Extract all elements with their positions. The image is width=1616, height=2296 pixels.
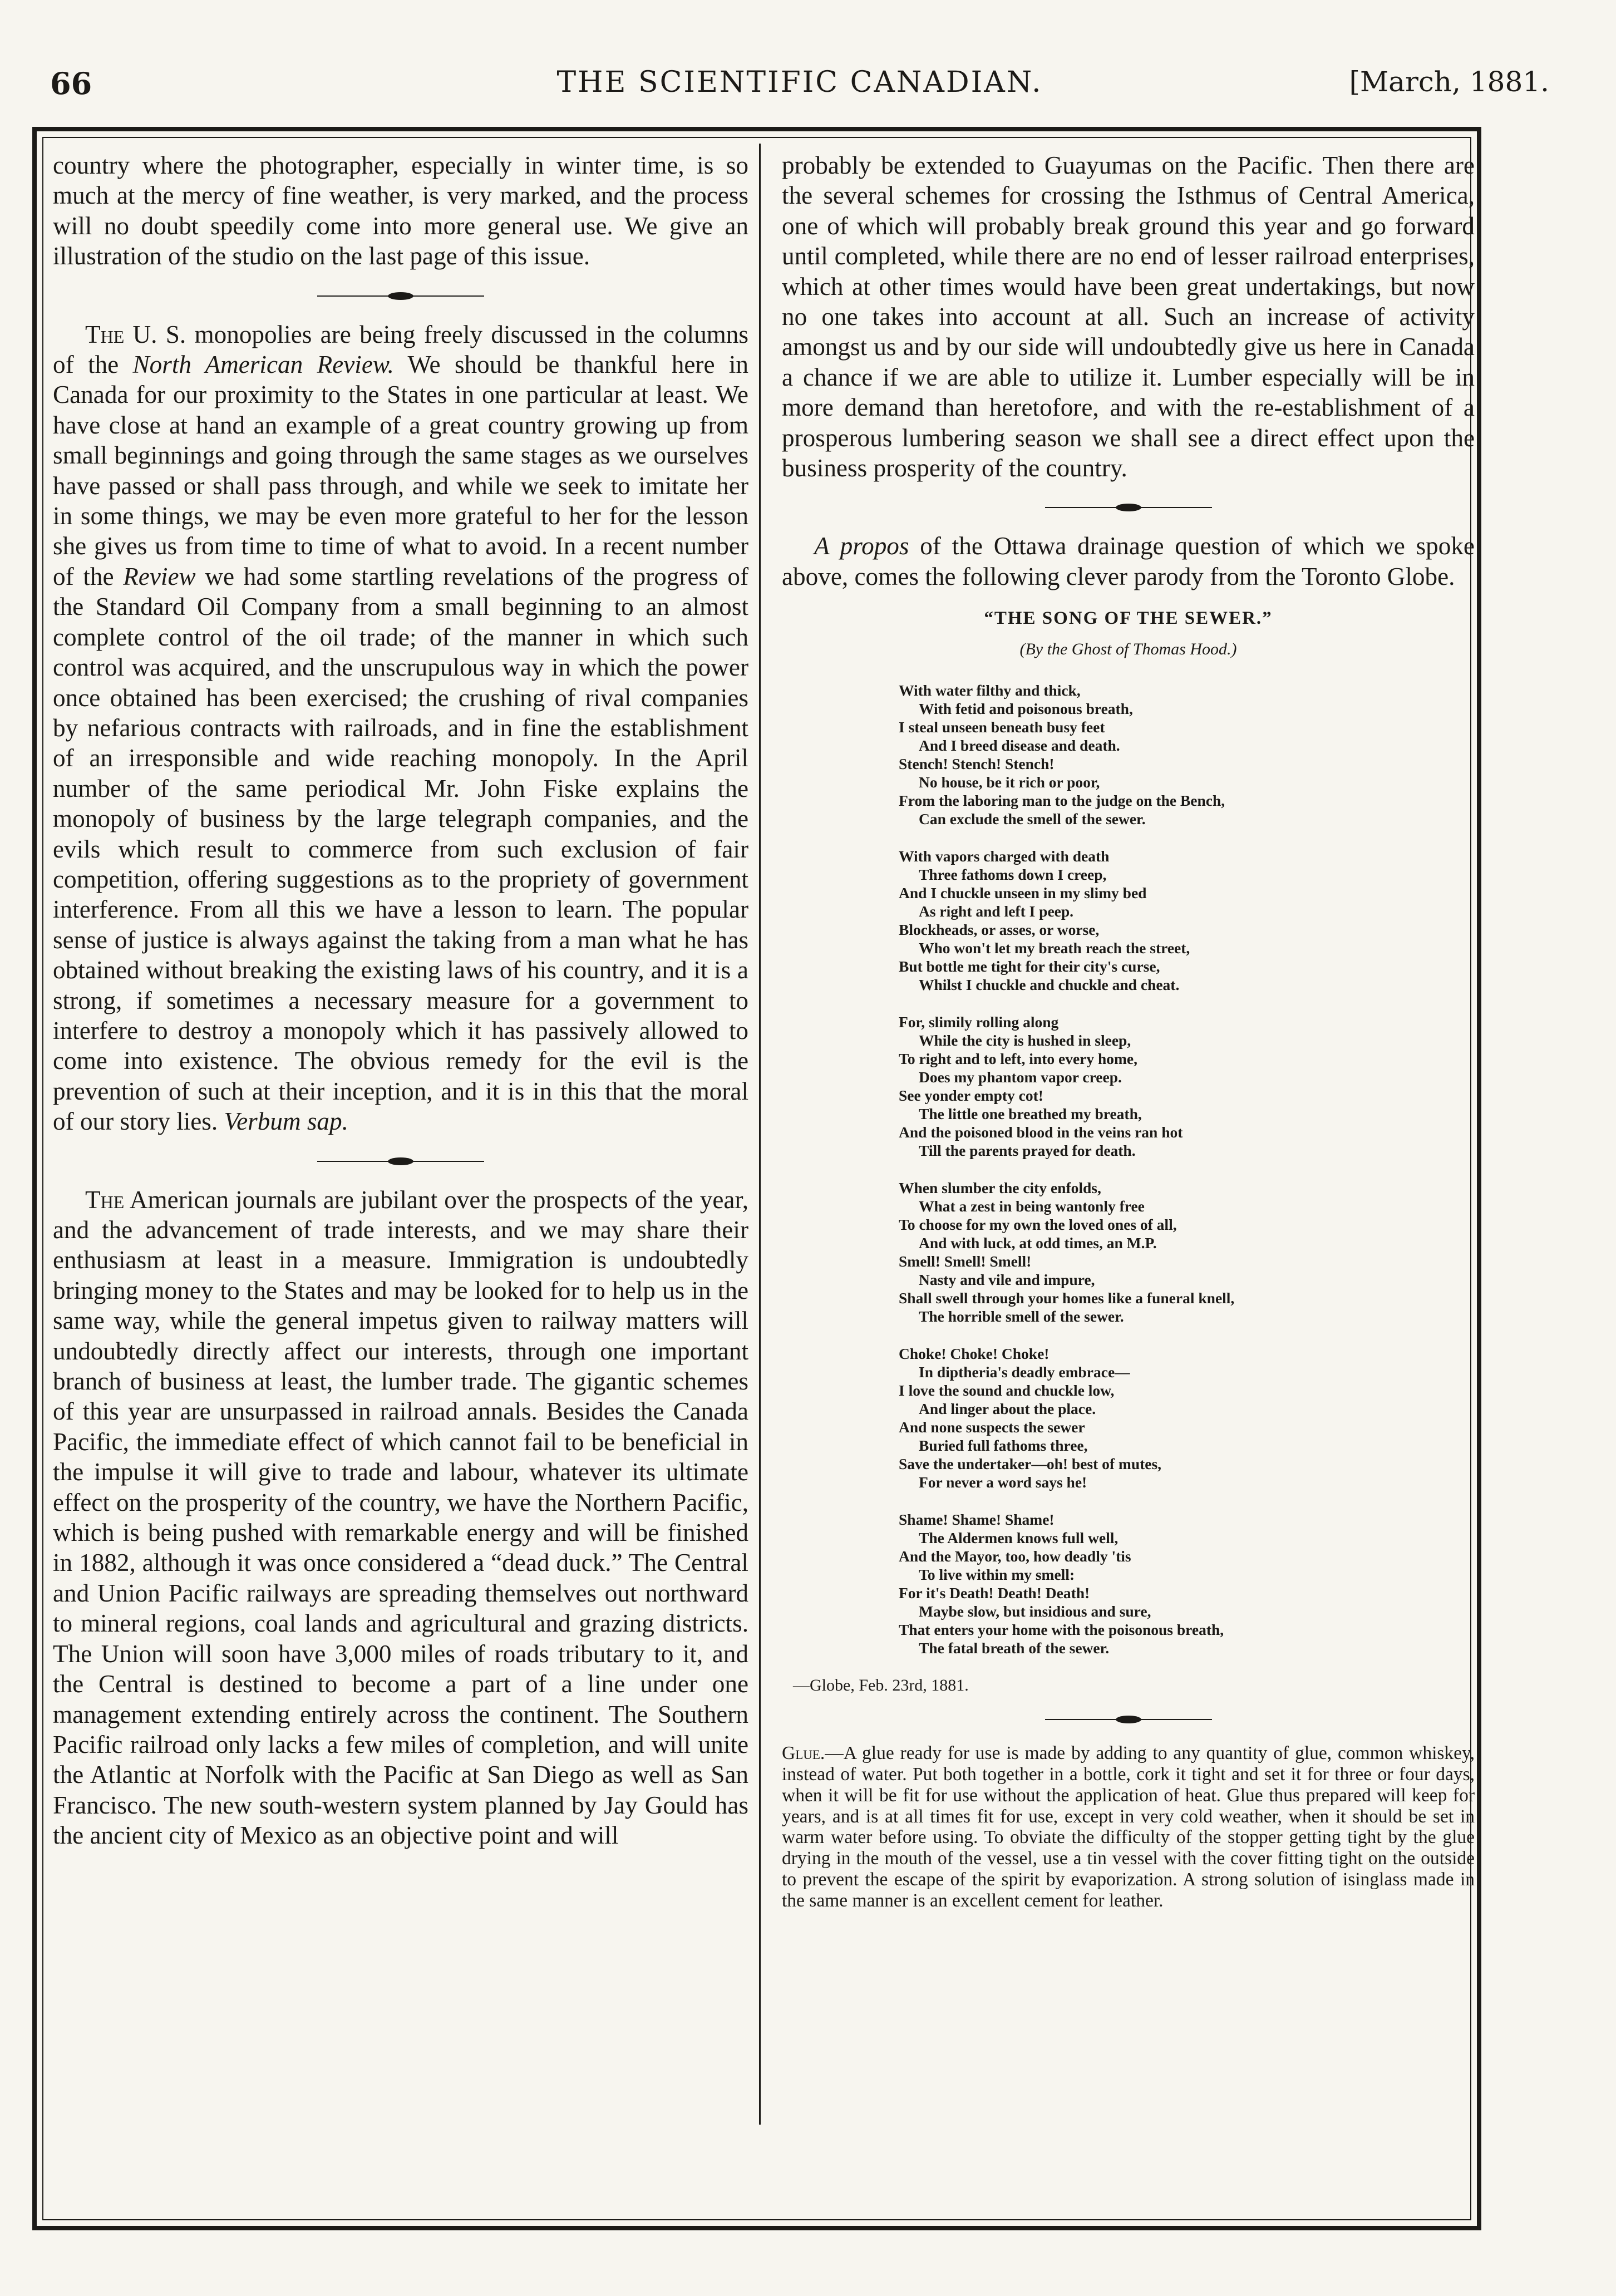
poem-line: What a zest in being wantonly free [919, 1198, 1145, 1215]
poem-line: Can exclude the smell of the sewer. [919, 810, 1146, 828]
running-title: THE SCIENTIFIC CANADIAN. [556, 66, 1043, 99]
poem-line: For, slimily rolling along [899, 1013, 1059, 1031]
poem-line: Maybe slow, but insidious and sure, [919, 1603, 1151, 1620]
poem-stanza [899, 1013, 1475, 1160]
poem-line: That enters your home with the poisonous breath, [899, 1621, 1224, 1639]
poem-line: Buried full fathoms three, [919, 1437, 1088, 1455]
section-divider [53, 272, 748, 319]
poem-line: For never a word says he! [919, 1474, 1087, 1491]
periodical-title-short: Review [123, 562, 196, 590]
poem-line: Save the undertaker—oh! best of mutes, [899, 1455, 1162, 1473]
lead-in: Glue. [782, 1743, 825, 1764]
poem-title: “THE SONG OF THE SEWER.” [984, 608, 1273, 629]
poem-line: To choose for my own the loved ones of all, [899, 1216, 1177, 1234]
divider-ornament [388, 292, 413, 300]
poem-line: Three fathoms down I creep, [919, 866, 1107, 884]
closing-phrase: Verbum sap. [224, 1107, 348, 1136]
article-photography-continued: country where the photographer, especially in winter time, is so much at the mercy of fine weather, is very marked, and the process will no doubt speedily come into more general use. We give an illustration of the studio on the last page of this issue. [53, 151, 748, 270]
poem-line: Stench! Stench! Stench! [899, 755, 1055, 773]
poem-line: Choke! Choke! Choke! [899, 1345, 1050, 1363]
column-rule [759, 144, 761, 2125]
poem-line: And with luck, at odd times, an M.P. [919, 1234, 1157, 1252]
poem-stanza [899, 1179, 1475, 1326]
poem [782, 592, 1475, 1695]
poem-line: Blockheads, or asses, or worse, [899, 921, 1100, 939]
poem-line: While the city is hushed in sleep, [919, 1032, 1131, 1050]
poem-line: The fatal breath of the sewer. [919, 1639, 1110, 1657]
body-text: We should be thankful here in Canada for our proximity to the States in one particular at least. We have close at hand an example of a great country growing up from small beginnings and going through the same stages as we ourselves have passed or shall pass through, and while we seek to imitate her in some things, we may be even more grateful to her for the lesson she gives us from time to time of what to avoid. In a recent number of the [53, 351, 748, 590]
lead-in: The [85, 1185, 125, 1214]
poem-line: No house, be it rich or poor, [919, 773, 1100, 791]
page-header [50, 66, 1549, 116]
right-column [782, 150, 1475, 1911]
poem-stanza [899, 847, 1475, 994]
poem-line: But bottle me tight for their city's curse, [899, 958, 1160, 975]
divider-ornament [388, 1157, 413, 1165]
left-column [53, 150, 748, 1851]
poem-line: And none suspects the sewer [899, 1418, 1085, 1436]
poem-line: In diptheria's deadly embrace— [919, 1363, 1130, 1381]
body-text: we had some startling revelations of the progress of the Standard Oil Company from a small beginning to an almost complete control of the oil trade; of the manner in which such control was acquired, and the unscrupulous way in which the power once obtained has been exercised; the crushing of rival companies by nefarious contracts with railroads, and in fine the establishment of an irresponsible and wide reaching monopoly. In the April number of the same periodical Mr. John Fiske explains the monopoly of business by the large telegraph companies, and the evils which result to commerce from such exclusion of fair competition, offering suggestions as to the propriety of government interference. From all this we have a lesson to learn. The popular sense of justice is always against the taking from a man what he has obtained without breaking the existing laws of his country, and it is a strong, if sometimes a necessary measure for a government to interfere to destroy a monopoly which it has passively allowed to come into existence. The obvious remedy for the evil is the prevention of such at their inception, and it is in this that the moral of our story lies. [53, 562, 748, 1136]
poem-stanza [899, 1344, 1475, 1491]
article-glue [782, 1743, 1475, 1911]
poem-line: Who won't let my breath reach the street, [919, 939, 1190, 957]
divider-ornament [1116, 504, 1141, 511]
poem-line: To right and to left, into every home, [899, 1050, 1138, 1068]
poem-line: And I chuckle unseen in my slimy bed [899, 884, 1147, 902]
article-parody-intro [782, 531, 1475, 592]
article-railways [53, 1185, 748, 1851]
poem-line: The Aldermen knows full well, [919, 1529, 1119, 1547]
poem-line: Shall swell through your homes like a funeral knell, [899, 1289, 1235, 1307]
poem-line: Shame! Shame! Shame! [899, 1511, 1055, 1529]
section-divider [782, 483, 1475, 531]
article-railways-continued: probably be extended to Guayumas on the Pacific. Then there are the several schemes for crossing the Isthmus of Central America, one of which will probably break ground this year and go forward until completed, while there are no end of lesser railroad enterprises, which at other times would have been great undertakings, but now no one takes into account at all. Such an increase of activity amongst us and by our side will undoubtedly give us here in Canada a chance if we are able to utilize it. Lumber especially will be in more demand than heretofore, and with the re-establishment of a prosperous lumbering season we shall see a direct effect upon the business prosperity of the country. [782, 151, 1475, 482]
poem-line: To live within my smell: [919, 1566, 1075, 1584]
poem-line: For it's Death! Death! Death! [899, 1584, 1090, 1602]
poem-line: With vapors charged with death [899, 848, 1110, 865]
poem-line: See yonder empty cot! [899, 1087, 1043, 1105]
poem-line: From the laboring man to the judge on the Bench, [899, 792, 1225, 810]
article-monopolies [53, 319, 748, 1137]
section-divider [53, 1137, 748, 1185]
divider-ornament [1116, 1716, 1141, 1723]
issue-date: [March, 1881. [1349, 66, 1549, 98]
poem-attribution: (By the Ghost of Thomas Hood.) [1019, 640, 1237, 659]
poem-line: Whilst I chuckle and chuckle and cheat. [919, 976, 1180, 994]
poem-stanzas [782, 681, 1475, 1657]
poem-line: Till the parents prayed for death. [919, 1142, 1136, 1160]
body-text: —A glue ready for use is made by adding to any quantity of glue, common whiskey, instead of water. Put both together in a bottle, cork it tight and set it for three or four days, when it will be fit for use without the application of heat. Glue thus prepared will keep for years, and is at all times fit for use, except in very cold weather, when it should be set in warm water before using. To obviate the difficulty of the stopper getting tight by the glue drying in the mouth of the vessel, use a tin vessel with the cover fitting tight on the outside to prevent the escape of the spirit by evaporization. A strong solution of isinglass made in the same manner is an excellent cement for leather. [782, 1743, 1475, 1911]
poem-line: And the poisoned blood in the veins ran hot [899, 1124, 1183, 1141]
body-text: monopolies are being freely discussed in the columns of the [53, 320, 748, 379]
glue-paragraph [782, 1743, 1475, 1911]
poem-line: And linger about the place. [919, 1400, 1096, 1418]
page-number: 66 [50, 66, 92, 101]
poem-line: And the Mayor, too, how deadly 'tis [899, 1548, 1131, 1565]
body-text: American journals are jubilant over the prospects of the year, and the advancement of trade interests, and we may share their enthusiasm at least in a measure. Immigration is undoubtedly bringing money to the States and may be looked for to help us in the same way, while the general impetus given to railway matters will undoubtedly directly affect our interests, through one important branch of business at least, the lumber trade. The gigantic schemes of this year are unsurpassed in railroad annals. Besides the Canada Pacific, the immediate effect of which cannot fail to be beneficial in the impulse it will give to trade and labour, whatever its ultimate effect on the prosperity of the country, we have the Northern Pacific, which is being pushed with remarkable energy and will be finished in 1882, although it was once considered a “dead duck.” The Central and Union Pacific railways are spreading themselves out northward to mineral regions, coal lands and agricultural and grazing districts. The Union will soon have 3,000 miles of roads tributary to it, and the Central is destined to become a part of a line under one management extending entirely across the continent. The Southern Pacific railroad only lacks a few miles of completion, and will unite the Atlantic at Norfolk with the Pacific at San Diego as well as San Francisco. The new south-western system planned by Jay Gould has the ancient city of Mexico as an objective point and will [53, 1185, 748, 1850]
periodical-title: North American Review. [132, 351, 394, 379]
poem-line: With fetid and poisonous breath, [919, 700, 1133, 718]
lead-in: A propos [814, 532, 909, 560]
poem-line: When slumber the city enfolds, [899, 1179, 1101, 1197]
poem-line: Nasty and vile and impure, [919, 1271, 1095, 1289]
poem-line: Smell! Smell! Smell! [899, 1253, 1032, 1270]
lead-in: The U. S. [85, 320, 186, 348]
poem-line: I steal unseen beneath busy feet [899, 718, 1105, 736]
poem-line: The horrible smell of the sewer. [919, 1308, 1124, 1326]
poem-line: As right and left I peep. [919, 903, 1074, 920]
poem-line: Does my phantom vapor creep. [919, 1068, 1122, 1086]
poem-stanza [899, 1510, 1475, 1657]
poem-stanza [899, 681, 1475, 828]
poem-line: And I breed disease and death. [919, 737, 1120, 755]
poem-line: With water filthy and thick, [899, 682, 1081, 699]
body-text: of the Ottawa drainage question of which we spoke above, comes the following clever parody from the Toronto Globe. [782, 532, 1475, 590]
poem-line: The little one breathed my breath, [919, 1105, 1142, 1123]
poem-source: —Globe, Feb. 23rd, 1881. [793, 1676, 969, 1695]
poem-line: I love the sound and chuckle low, [899, 1382, 1115, 1400]
section-divider [782, 1695, 1475, 1743]
